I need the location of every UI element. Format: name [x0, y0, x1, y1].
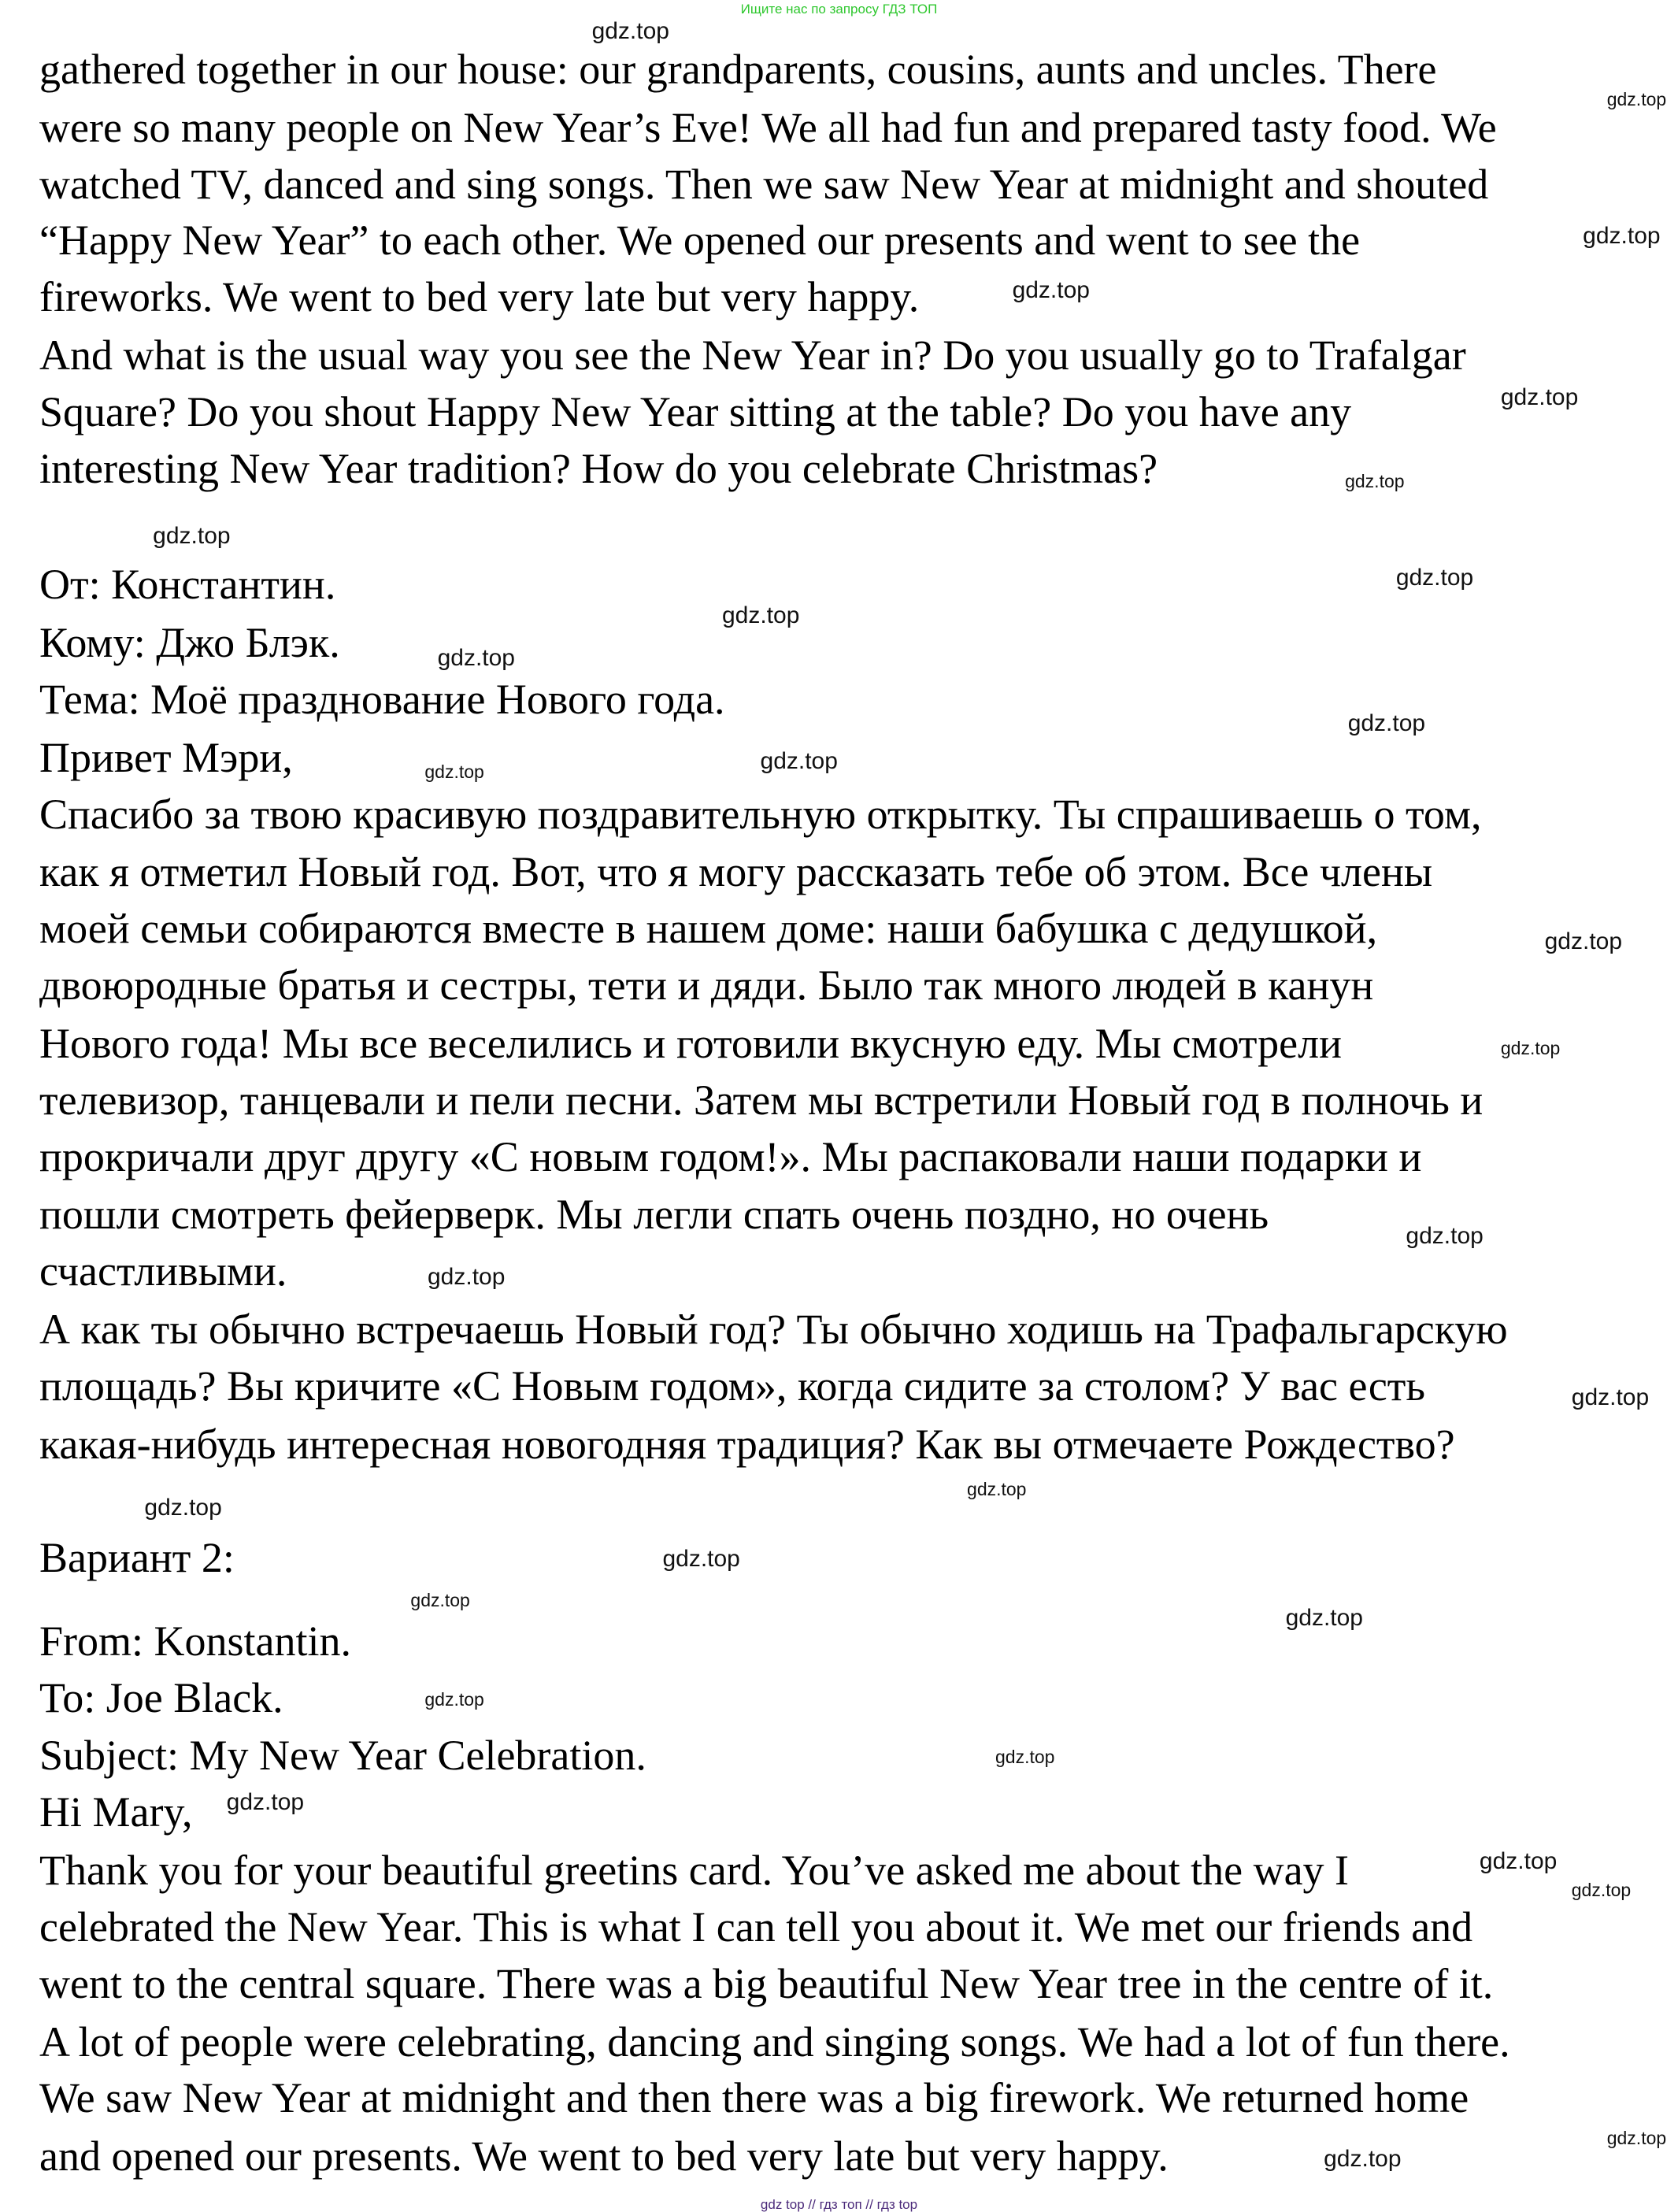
text-line: Спасибо за твою красивую поздравительную открытку. Ты спрашиваешь о том,	[39, 790, 1482, 838]
watermark: gdz.top	[1500, 384, 1579, 411]
text-line: счастливыми.	[39, 1247, 287, 1295]
watermark: gdz.top	[437, 645, 515, 672]
text-line: А как ты обычно встречаешь Новый год? Ты обычно ходишь на Трафальгарскую	[39, 1306, 1508, 1354]
watermark: gdz.top	[1500, 1037, 1561, 1058]
text-line: From: Konstantin.	[39, 1617, 352, 1665]
watermark: gdz.top	[424, 1688, 484, 1710]
text-line: celebrated the New Year. This is what I can tell you about it. We met our friends and	[39, 1903, 1473, 1951]
watermark: gdz.top	[591, 17, 669, 44]
text-line: were so many people on New Year’s Eve! We all had fun and prepared tasty food. We	[39, 103, 1497, 151]
watermark: gdz.top	[1571, 1384, 1650, 1410]
search-banner[interactable]: Ищите нас по запросу ГДЗ ТОП	[740, 2, 938, 17]
watermark: gdz.top	[760, 748, 838, 775]
text-line: Square? Do you shout Happy New Year sitting at the table? Do you have any	[39, 388, 1352, 436]
text-line: прокричали друг другу «С новым годом!». Мы распаковали наши подарки и	[39, 1132, 1422, 1180]
text-line: And what is the usual way you see the New Year in? Do you usually go to Trafalgar	[39, 332, 1466, 380]
watermark: gdz.top	[1571, 1880, 1632, 1901]
watermark: gdz.top	[1012, 276, 1090, 303]
watermark: gdz.top	[995, 1747, 1055, 1768]
text-line: От: Константин.	[39, 561, 336, 609]
text-line: как я отметил Новый год. Вот, что я могу рассказать тебе об этом. Все члены	[39, 848, 1433, 896]
text-line: “Happy New Year” to each other. We opened our presents and went to see the	[39, 217, 1361, 265]
watermark: gdz.top	[1395, 564, 1474, 591]
watermark: gdz.top	[1606, 88, 1667, 109]
text-line: fireworks. We went to bed very late but very happy.	[39, 273, 920, 321]
watermark: gdz.top	[1479, 1848, 1558, 1875]
watermark: gdz.top	[410, 1589, 470, 1610]
watermark: gdz.top	[424, 761, 484, 782]
text-line: Hi Mary,	[39, 1788, 193, 1836]
text-line: пошли смотреть фейерверк. Мы легли спать очень поздно, но очень	[39, 1191, 1269, 1239]
footer-watermark[interactable]: gdz top // гдз топ // гдз top	[760, 2197, 918, 2212]
text-line: моей семьи собираются вместе в нашем доме: наши бабушка с дедушкой,	[39, 905, 1378, 953]
watermark: gdz.top	[144, 1494, 222, 1521]
text-line: какая-нибудь интересная новогодняя традиция? Как вы отмечаете Рождество?	[39, 1420, 1455, 1468]
watermark: gdz.top	[1345, 471, 1405, 492]
text-line: телевизор, танцевали и пели песни. Затем мы встретили Новый год в полночь и	[39, 1076, 1484, 1124]
text-line: watched TV, danced and sing songs. Then we saw New Year at midnight and shouted	[39, 160, 1489, 208]
watermark: gdz.top	[967, 1479, 1027, 1500]
watermark: gdz.top	[1285, 1605, 1363, 1632]
text-line: Кому: Джо Блэк.	[39, 619, 340, 667]
text-line: We saw New Year at midnight and then there was a big firework. We returned home	[39, 2074, 1469, 2122]
text-line: interesting New Year tradition? How do you celebrate Christmas?	[39, 444, 1158, 492]
text-line: Тема: Моё празднование Нового года.	[39, 676, 725, 723]
watermark: gdz.top	[1324, 2145, 1402, 2172]
text-line: gathered together in our house: our grandparents, cousins, aunts and uncles. There	[39, 45, 1437, 93]
text-line: Вариант 2:	[39, 1533, 235, 1581]
watermark: gdz.top	[153, 523, 231, 550]
watermark: gdz.top	[226, 1788, 305, 1815]
watermark: gdz.top	[1406, 1222, 1484, 1249]
watermark: gdz.top	[662, 1545, 740, 1572]
watermark: gdz.top	[721, 602, 800, 629]
watermark: gdz.top	[1544, 928, 1623, 954]
text-line: A lot of people were celebrating, dancing and singing songs. We had a lot of fun there.	[39, 2017, 1510, 2066]
text-line: Thank you for your beautiful greetins card. You’ve asked me about the way I	[39, 1846, 1350, 1894]
text-line: двоюродные братья и сестры, тети и дяди. Было так много людей в канун	[39, 961, 1374, 1010]
text-line: went to the central square. There was a big beautiful New Year tree in the centre of it.	[39, 1959, 1494, 2007]
text-line: and opened our presents. We went to bed very late but very happy.	[39, 2132, 1169, 2181]
text-line: Subject: My New Year Celebration.	[39, 1732, 646, 1780]
watermark: gdz.top	[427, 1263, 506, 1290]
watermark: gdz.top	[1583, 223, 1661, 250]
text-line: Привет Мэри,	[39, 733, 293, 781]
watermark: gdz.top	[1347, 710, 1426, 736]
text-line: Нового года! Мы все веселились и готовили вкусную еду. Мы смотрели	[39, 1019, 1342, 1067]
text-line: площадь? Вы кричите «С Новым годом», когда сидите за столом? У вас есть	[39, 1362, 1426, 1410]
text-line: To: Joe Black.	[39, 1673, 283, 1721]
watermark: gdz.top	[1606, 2127, 1667, 2148]
